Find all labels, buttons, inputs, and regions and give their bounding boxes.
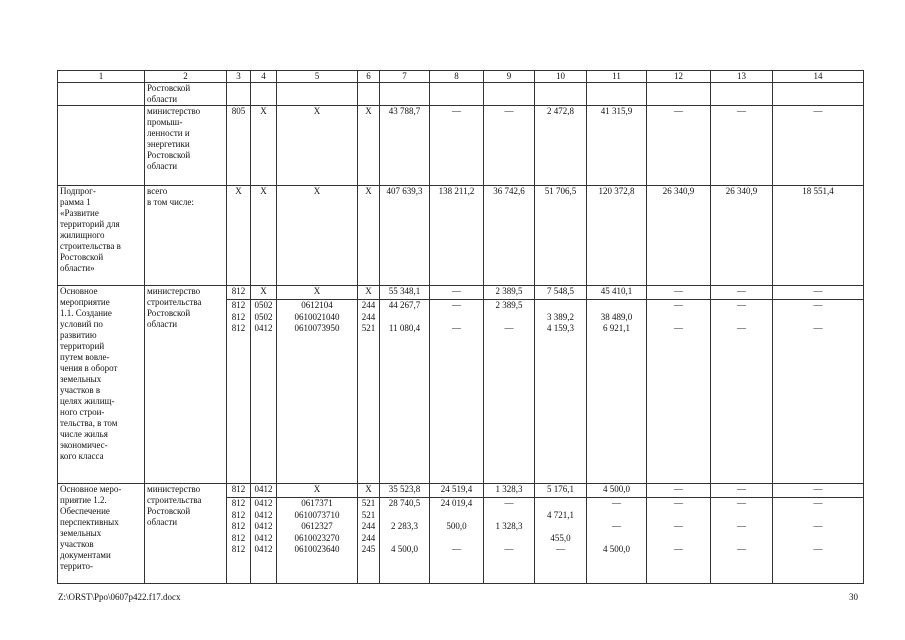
value-cell bbox=[227, 83, 251, 106]
table-header-row bbox=[58, 71, 864, 83]
value-line: — bbox=[647, 484, 710, 498]
value-line: 4 500,0 bbox=[587, 484, 646, 498]
value-cell bbox=[358, 484, 380, 584]
file-path: Z:\ORST\Ppo\0607p422.f17.docx bbox=[58, 592, 181, 602]
value-cell bbox=[647, 286, 711, 484]
value-cell bbox=[535, 484, 587, 584]
value-line: 812 bbox=[231, 323, 246, 333]
value-cell bbox=[227, 484, 251, 584]
value-line: 2 283,3 bbox=[391, 521, 418, 531]
value-cell bbox=[277, 484, 358, 584]
column-number: 12 bbox=[647, 71, 711, 83]
value-line: 812 bbox=[231, 544, 246, 554]
column-number: 5 bbox=[277, 71, 358, 83]
value-line bbox=[382, 510, 427, 522]
column-number: 6 bbox=[358, 71, 380, 83]
responsible-executor: Ростовской области bbox=[145, 83, 227, 106]
row-title bbox=[58, 83, 145, 106]
value-line: — bbox=[674, 521, 683, 531]
value-line: — bbox=[737, 544, 746, 554]
value-line: 0610021040 bbox=[294, 311, 340, 322]
value-line: 521 bbox=[361, 509, 376, 520]
value-line: — bbox=[647, 286, 710, 300]
responsible-executor: министерство промыш- ленности и энергетики Ростовской области bbox=[145, 106, 227, 186]
value-line: 1 328,3 bbox=[484, 484, 534, 498]
value-line: — bbox=[813, 323, 823, 333]
value-line bbox=[713, 510, 770, 522]
value-line: 35 523,8 bbox=[380, 484, 429, 498]
value-line: — bbox=[737, 323, 746, 333]
value-cell: X bbox=[277, 186, 358, 286]
column-number: 11 bbox=[587, 71, 647, 83]
row-title: Основное меро- приятие 1.2. Обеспечение перспективных земельных участков документами террито- bbox=[58, 484, 145, 584]
table-row bbox=[58, 106, 864, 186]
value-line bbox=[486, 312, 532, 324]
value-cell bbox=[277, 83, 358, 106]
value-line: X bbox=[358, 484, 379, 498]
value-cell bbox=[251, 83, 277, 106]
value-line: 0617371 bbox=[301, 498, 333, 508]
value-line: 24 519,4 bbox=[430, 484, 483, 498]
responsible-executor: всего в том числе: bbox=[145, 186, 227, 286]
value-cell bbox=[587, 484, 647, 584]
value-cell bbox=[711, 286, 773, 484]
value-line: 11 080,4 bbox=[388, 323, 421, 333]
value-cell bbox=[251, 484, 277, 584]
value-line: 28 740,5 bbox=[388, 498, 421, 508]
value-line: — bbox=[711, 286, 772, 300]
value-cell: 26 340,9 bbox=[647, 186, 711, 286]
responsible-executor: министерство строительства Ростовской области bbox=[145, 286, 227, 484]
value-line bbox=[486, 533, 532, 545]
value-line: 244 bbox=[361, 311, 376, 322]
value-cell bbox=[430, 83, 484, 106]
value-line: 812 bbox=[231, 311, 246, 322]
value-cell: 26 340,9 bbox=[711, 186, 773, 286]
value-line: — bbox=[612, 521, 621, 531]
table-row bbox=[58, 286, 864, 484]
value-line: 2 389,5 bbox=[495, 300, 523, 310]
value-line: 244 bbox=[361, 521, 376, 531]
value-line: 245 bbox=[361, 544, 376, 554]
value-cell: 51 706,5 bbox=[535, 186, 587, 286]
value-cell bbox=[430, 286, 484, 484]
value-cell: X bbox=[251, 186, 277, 286]
value-line: 244 bbox=[361, 532, 376, 543]
value-line bbox=[713, 312, 770, 324]
value-line: X bbox=[251, 286, 276, 300]
value-cell: — bbox=[484, 106, 535, 186]
value-cell: 36 742,6 bbox=[484, 186, 535, 286]
value-cell: X bbox=[358, 106, 380, 186]
value-line: 0502 bbox=[254, 300, 273, 310]
value-line: 0412 bbox=[254, 521, 273, 531]
value-line: 0612327 bbox=[301, 521, 333, 531]
value-line: 0412 bbox=[254, 509, 273, 520]
value-line: — bbox=[556, 544, 565, 554]
value-line: 0412 bbox=[254, 323, 273, 333]
value-line bbox=[432, 312, 481, 324]
value-cell bbox=[535, 286, 587, 484]
value-cell: 18 551,4 bbox=[773, 186, 864, 286]
value-line bbox=[382, 533, 427, 545]
value-line: 0412 bbox=[251, 484, 276, 498]
value-line: 500,0 bbox=[446, 521, 467, 531]
value-cell bbox=[647, 484, 711, 584]
value-line: 812 bbox=[231, 532, 246, 543]
value-line bbox=[589, 300, 644, 312]
value-line bbox=[649, 312, 708, 324]
value-line: 812 bbox=[231, 521, 246, 531]
value-line: — bbox=[452, 300, 461, 310]
value-line: 0610073710 bbox=[294, 509, 340, 520]
value-line: 812 bbox=[231, 498, 246, 508]
value-line: 521 bbox=[361, 323, 376, 333]
value-line: 38 489,0 bbox=[600, 311, 633, 322]
value-cell: 43 788,7 bbox=[380, 106, 430, 186]
value-cell bbox=[380, 286, 430, 484]
value-cell bbox=[711, 484, 773, 584]
value-line: 4 500,0 bbox=[391, 544, 418, 554]
value-cell bbox=[535, 83, 587, 106]
value-line: — bbox=[452, 544, 461, 554]
value-line: — bbox=[737, 521, 746, 531]
value-line: 4 500,0 bbox=[603, 544, 630, 554]
value-line: 0610023640 bbox=[294, 544, 340, 554]
value-line: 24 019,4 bbox=[440, 498, 473, 508]
value-line: 1 328,3 bbox=[495, 521, 523, 531]
value-cell bbox=[484, 484, 535, 584]
value-cell: 120 372,8 bbox=[587, 186, 647, 286]
value-cell: — bbox=[430, 106, 484, 186]
column-number: 8 bbox=[430, 71, 484, 83]
value-cell bbox=[484, 83, 535, 106]
value-line bbox=[649, 533, 708, 545]
value-cell: 407 639,3 bbox=[380, 186, 430, 286]
value-cell bbox=[587, 286, 647, 484]
row-title bbox=[58, 106, 145, 186]
value-line bbox=[537, 498, 584, 510]
value-cell: — bbox=[711, 106, 773, 186]
column-number: 10 bbox=[535, 71, 587, 83]
value-line: 812 bbox=[231, 300, 246, 310]
value-line: 2 389,5 bbox=[484, 286, 534, 300]
column-number: 3 bbox=[227, 71, 251, 83]
value-line: 0502 bbox=[254, 311, 273, 322]
value-cell: X bbox=[251, 106, 277, 186]
value-line: X bbox=[358, 286, 379, 300]
value-cell bbox=[251, 286, 277, 484]
value-line: — bbox=[612, 498, 621, 508]
value-line: 4 721,1 bbox=[547, 509, 574, 520]
value-line bbox=[775, 533, 861, 545]
value-line: 5 176,1 bbox=[535, 484, 586, 498]
value-line: 55 348,1 bbox=[380, 286, 429, 300]
value-line: — bbox=[711, 484, 772, 498]
value-line bbox=[713, 533, 770, 545]
value-line: 45 410,1 bbox=[587, 286, 646, 300]
responsible-executor: министерство строительства Ростовской области bbox=[145, 484, 227, 584]
value-cell: X bbox=[227, 186, 251, 286]
value-cell bbox=[773, 286, 864, 484]
value-line: 4 159,3 bbox=[547, 323, 574, 333]
value-line: — bbox=[773, 286, 863, 300]
value-cell: 2 472,8 bbox=[535, 106, 587, 186]
column-number: 14 bbox=[773, 71, 864, 83]
value-line bbox=[589, 533, 644, 545]
row-title: Основное мероприятие 1.1. Создание условий по развитию территорий путем вовле- чения в оборот земельных участков в целях жилищ- ного строи- тельства, в том числе жилья экономичес- кого класса bbox=[58, 286, 145, 484]
value-line bbox=[486, 510, 532, 522]
column-number: 4 bbox=[251, 71, 277, 83]
value-cell bbox=[380, 83, 430, 106]
value-cell bbox=[358, 286, 380, 484]
value-cell bbox=[773, 484, 864, 584]
value-line: — bbox=[813, 521, 823, 531]
value-line: — bbox=[674, 544, 683, 554]
value-line: — bbox=[737, 300, 746, 310]
value-cell bbox=[358, 83, 380, 106]
budget-table bbox=[57, 70, 864, 584]
column-number: 13 bbox=[711, 71, 773, 83]
table-row bbox=[58, 83, 864, 106]
value-line: X bbox=[277, 286, 357, 300]
value-line bbox=[775, 312, 861, 324]
value-line bbox=[775, 510, 861, 522]
value-line: 3 389,2 bbox=[547, 311, 574, 322]
value-line: 0412 bbox=[254, 498, 273, 508]
value-line bbox=[537, 300, 584, 312]
value-line: — bbox=[504, 544, 514, 554]
value-line: 244 bbox=[361, 300, 376, 310]
value-line: X bbox=[277, 484, 357, 498]
value-line: 0412 bbox=[254, 544, 273, 554]
column-number: 9 bbox=[484, 71, 535, 83]
value-line: 0610023270 bbox=[294, 532, 340, 543]
row-title: Подпрог- рамма 1 «Развитие территорий для жилищного строительства в Ростовской области» bbox=[58, 186, 145, 286]
value-line bbox=[432, 533, 481, 545]
table-row bbox=[58, 484, 864, 584]
column-number: 2 bbox=[145, 71, 227, 83]
value-cell: 805 bbox=[227, 106, 251, 186]
value-cell: X bbox=[277, 106, 358, 186]
value-line: — bbox=[674, 323, 683, 333]
value-line: 44 267,7 bbox=[388, 300, 421, 310]
value-cell bbox=[647, 83, 711, 106]
value-cell: 138 211,2 bbox=[430, 186, 484, 286]
value-line: 455,0 bbox=[550, 532, 571, 543]
value-cell: X bbox=[358, 186, 380, 286]
value-cell bbox=[711, 83, 773, 106]
value-line: — bbox=[813, 544, 823, 554]
value-cell bbox=[430, 484, 484, 584]
value-line bbox=[589, 510, 644, 522]
column-number: 1 bbox=[58, 71, 145, 83]
value-line: — bbox=[674, 498, 683, 508]
value-line: 0412 bbox=[254, 532, 273, 543]
value-line: — bbox=[674, 300, 683, 310]
value-line: — bbox=[430, 286, 483, 300]
value-line: 7 548,5 bbox=[535, 286, 586, 300]
table-row bbox=[58, 186, 864, 286]
value-cell bbox=[380, 484, 430, 584]
value-line: — bbox=[737, 498, 746, 508]
value-cell: — bbox=[647, 106, 711, 186]
value-line: 0612104 bbox=[301, 300, 333, 310]
value-line: — bbox=[504, 323, 514, 333]
value-cell bbox=[484, 286, 535, 484]
value-line bbox=[537, 521, 584, 533]
value-line: 0610073950 bbox=[294, 323, 340, 333]
value-line: 812 bbox=[227, 286, 250, 300]
value-line: 521 bbox=[361, 498, 376, 508]
value-line: — bbox=[452, 323, 461, 333]
value-line: — bbox=[813, 498, 823, 508]
value-line: — bbox=[813, 300, 823, 310]
value-line: 6 921,1 bbox=[603, 323, 630, 333]
value-cell bbox=[773, 83, 864, 106]
value-line: 812 bbox=[231, 509, 246, 520]
value-cell bbox=[587, 83, 647, 106]
value-line: — bbox=[773, 484, 863, 498]
value-cell: — bbox=[773, 106, 864, 186]
value-cell: 41 315,9 bbox=[587, 106, 647, 186]
value-cell bbox=[277, 286, 358, 484]
value-line bbox=[382, 312, 427, 324]
value-line bbox=[432, 510, 481, 522]
value-line: 812 bbox=[227, 484, 250, 498]
value-line: — bbox=[504, 498, 514, 508]
column-number: 7 bbox=[380, 71, 430, 83]
page-number: 30 bbox=[849, 592, 858, 602]
value-cell bbox=[227, 286, 251, 484]
value-line bbox=[649, 510, 708, 522]
